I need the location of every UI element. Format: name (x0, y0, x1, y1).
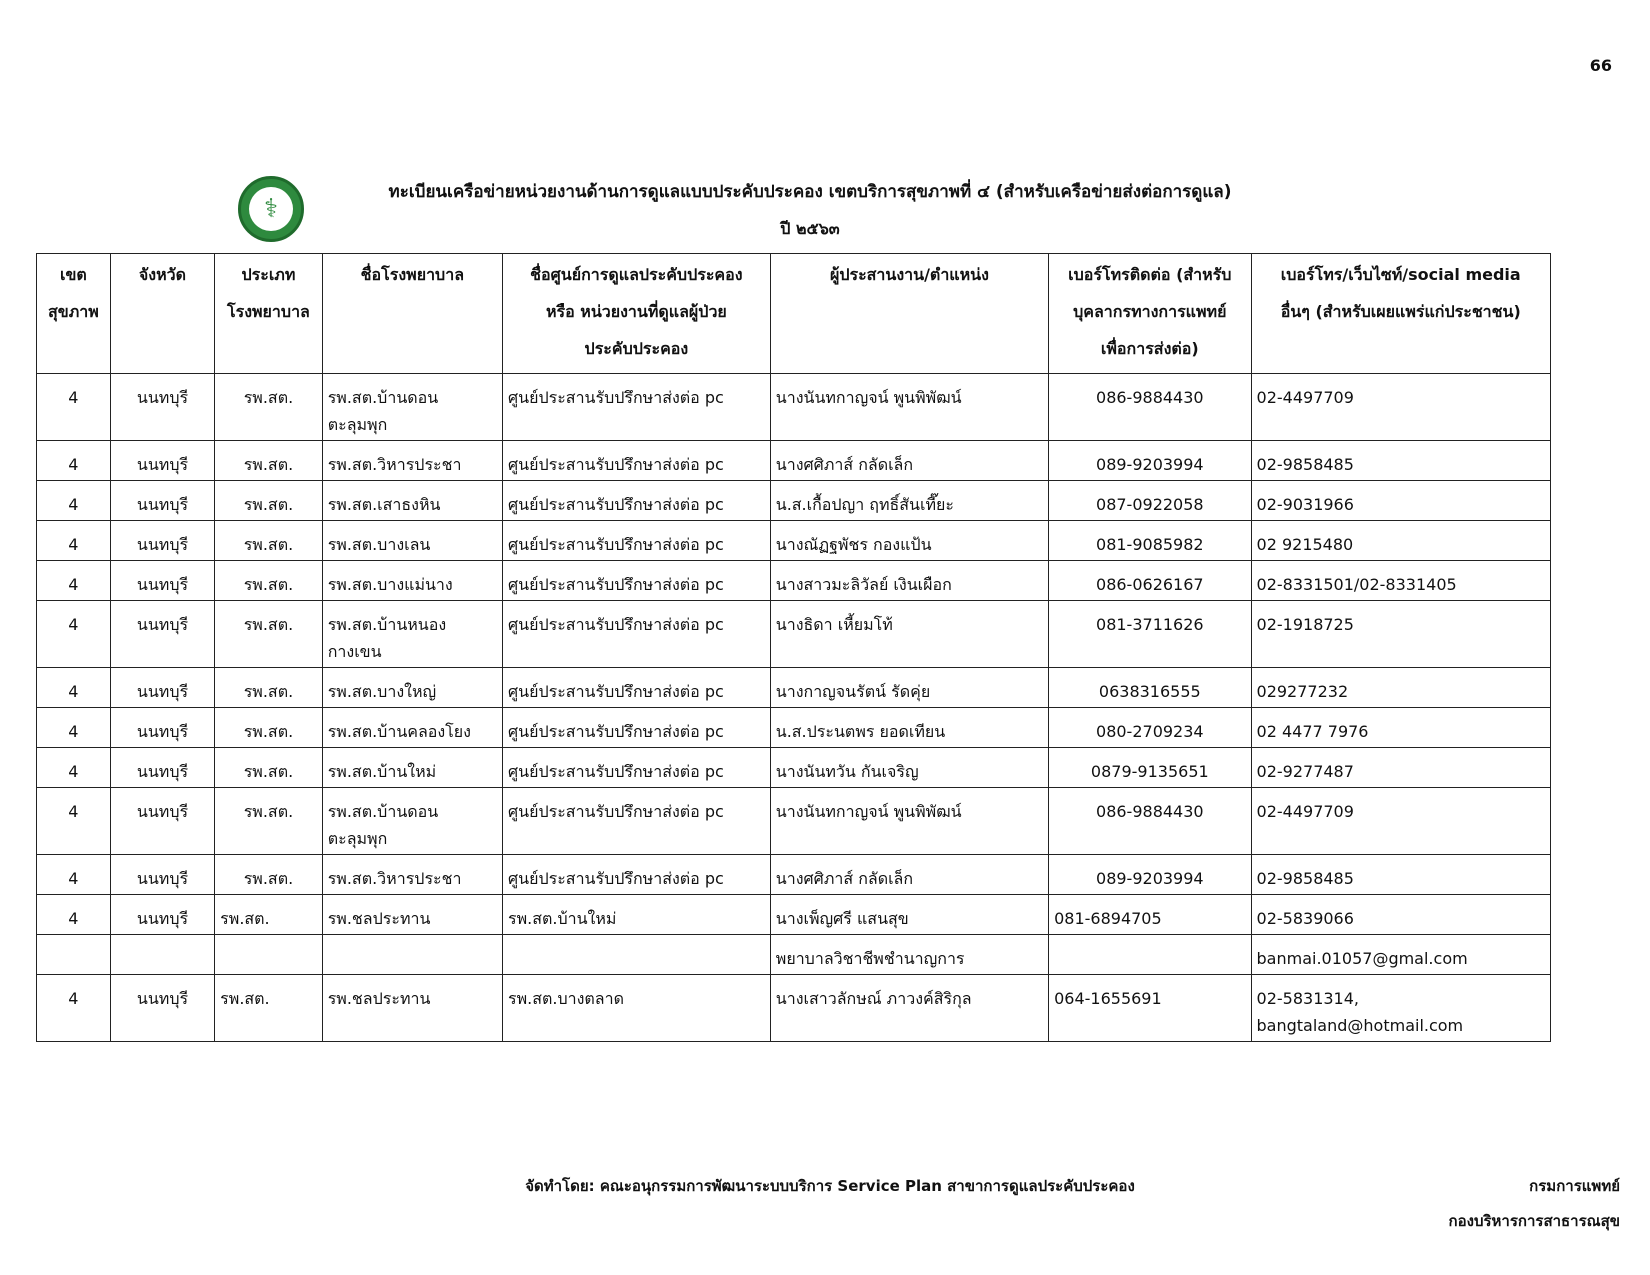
cell-medical-phone: 081-6894705 (1049, 895, 1251, 935)
cell-region: 4 (37, 855, 111, 895)
cell-hospital-type: รพ.สต. (215, 975, 323, 1042)
cell-center: รพ.สต.บ้านใหม่ (502, 895, 770, 935)
cell-medical-phone: 087-0922058 (1049, 481, 1251, 521)
division-footer: กองบริหารการสาธารณสุข (1448, 1212, 1620, 1230)
table-row (37, 895, 1551, 935)
cell-hospital-type: รพ.สต. (215, 895, 323, 935)
cell-province: นนทบุรี (110, 855, 214, 895)
cell-province: นนทบุรี (110, 895, 214, 935)
cell-hospital-type: รพ.สต. (215, 521, 323, 561)
cell-public-contact: 02-5831314, bangtaland@hotmail.com (1251, 975, 1550, 1042)
cell-public-contact: 02-4497709 (1251, 374, 1550, 441)
cell-region: 4 (37, 521, 111, 561)
ministry-seal-logo (238, 176, 304, 242)
cell-hospital-type: รพ.สต. (215, 708, 323, 748)
cell-medical-phone: 089-9203994 (1049, 855, 1251, 895)
cell-province: นนทบุรี (110, 975, 214, 1042)
cell-center: ศูนย์ประสานรับปรึกษาส่งต่อ pc (502, 788, 770, 855)
header-province: จังหวัด (110, 254, 214, 374)
cell-coordinator: นางณัฏฐพัชร กองแป้น (770, 521, 1048, 561)
cell-hospital-name (322, 935, 502, 975)
cell-coordinator: นางนันทกาญจน์ พูนพิพัฒน์ (770, 374, 1048, 441)
department-footer: กรมการแพทย์ (1529, 1177, 1620, 1195)
cell-province: นนทบุรี (110, 441, 214, 481)
cell-center: ศูนย์ประสานรับปรึกษาส่งต่อ pc (502, 855, 770, 895)
cell-hospital-name: รพ.สต.เสาธงหิน (322, 481, 502, 521)
cell-hospital-type: รพ.สต. (215, 374, 323, 441)
cell-province: นนทบุรี (110, 748, 214, 788)
cell-province: นนทบุรี (110, 481, 214, 521)
caduceus-icon: ⚕ (249, 187, 293, 231)
cell-center: ศูนย์ประสานรับปรึกษาส่งต่อ pc (502, 374, 770, 441)
cell-center: ศูนย์ประสานรับปรึกษาส่งต่อ pc (502, 668, 770, 708)
table-row (37, 601, 1551, 668)
cell-center: ศูนย์ประสานรับปรึกษาส่งต่อ pc (502, 561, 770, 601)
cell-medical-phone: 080-2709234 (1049, 708, 1251, 748)
page-number: 66 (1589, 56, 1612, 75)
cell-province: นนทบุรี (110, 668, 214, 708)
cell-coordinator: พยาบาลวิชาชีพชำนาญการ (770, 935, 1048, 975)
cell-hospital-name: รพ.สต.บ้านใหม่ (322, 748, 502, 788)
cell-public-contact: 02-5839066 (1251, 895, 1550, 935)
cell-hospital-name: รพ.สต.บ้านดอน ตะลุมพุก (322, 788, 502, 855)
cell-public-contact: 02-8331501/02-8331405 (1251, 561, 1550, 601)
cell-hospital-name: รพ.ชลประทาน (322, 895, 502, 935)
header-palliative-center: ชื่อศูนย์การดูแลประคับประคอง หรือ หน่วยงานที่ดูแลผู้ป่วย ประคับประคอง (502, 254, 770, 374)
cell-center: ศูนย์ประสานรับปรึกษาส่งต่อ pc (502, 481, 770, 521)
cell-medical-phone (1049, 935, 1251, 975)
cell-coordinator: นางนันทวัน กันเจริญ (770, 748, 1048, 788)
header-coordinator: ผู้ประสานงาน/ตำแหน่ง (770, 254, 1048, 374)
table-row (37, 561, 1551, 601)
table-row (37, 748, 1551, 788)
cell-coordinator: นางสาวมะลิวัลย์ เงินเผือก (770, 561, 1048, 601)
cell-region: 4 (37, 708, 111, 748)
network-registry-table (36, 253, 1551, 1042)
cell-public-contact: banmai.01057@gmal.com (1251, 935, 1550, 975)
cell-hospital-type: รพ.สต. (215, 601, 323, 668)
cell-hospital-name: รพ.ชลประทาน (322, 975, 502, 1042)
cell-hospital-name: รพ.สต.บางแม่นาง (322, 561, 502, 601)
cell-hospital-type: รพ.สต. (215, 668, 323, 708)
table-row (37, 975, 1551, 1042)
table-row (37, 788, 1551, 855)
document-year: ปี ๒๕๖๓ (780, 219, 840, 238)
cell-coordinator: น.ส.ประนตพร ยอดเทียน (770, 708, 1048, 748)
cell-hospital-name: รพ.สต.บ้านดอน ตะลุมพุก (322, 374, 502, 441)
header-hospital-type: ประเภท โรงพยาบาล (215, 254, 323, 374)
cell-coordinator: นางศศิภาส์ กลัดเล็ก (770, 855, 1048, 895)
cell-coordinator: น.ส.เกื้อปญา ฤทธิ์สันเที๊ยะ (770, 481, 1048, 521)
cell-public-contact: 02-9858485 (1251, 441, 1550, 481)
cell-hospital-type: รพ.สต. (215, 855, 323, 895)
cell-hospital-name: รพ.สต.บางเลน (322, 521, 502, 561)
cell-medical-phone: 081-3711626 (1049, 601, 1251, 668)
cell-center (502, 935, 770, 975)
cell-hospital-type: รพ.สต. (215, 748, 323, 788)
cell-coordinator: นางนันทกาญจน์ พูนพิพัฒน์ (770, 788, 1048, 855)
cell-region: 4 (37, 895, 111, 935)
cell-region: 4 (37, 481, 111, 521)
table-header-row (37, 254, 1551, 374)
header-public-contact: เบอร์โทร/เว็บไซท์/social media อื่นๆ (สำหรับเผยแพร่แก่ประชาชน) (1251, 254, 1550, 374)
cell-medical-phone: 0638316555 (1049, 668, 1251, 708)
cell-public-contact: 02-9858485 (1251, 855, 1550, 895)
cell-region: 4 (37, 561, 111, 601)
cell-hospital-name: รพ.สต.วิหารประชา (322, 855, 502, 895)
cell-public-contact: 02-9277487 (1251, 748, 1550, 788)
cell-region: 4 (37, 788, 111, 855)
cell-coordinator: นางเพ็ญศรี แสนสุข (770, 895, 1048, 935)
cell-public-contact: 02 4477 7976 (1251, 708, 1550, 748)
cell-public-contact: 02 9215480 (1251, 521, 1550, 561)
table-row (37, 481, 1551, 521)
cell-hospital-type: รพ.สต. (215, 788, 323, 855)
cell-hospital-type: รพ.สต. (215, 481, 323, 521)
cell-region: 4 (37, 975, 111, 1042)
cell-public-contact: 02-4497709 (1251, 788, 1550, 855)
cell-center: รพ.สต.บางตลาด (502, 975, 770, 1042)
cell-hospital-type: รพ.สต. (215, 561, 323, 601)
cell-medical-phone: 086-0626167 (1049, 561, 1251, 601)
cell-hospital-name: รพ.สต.บางใหญ่ (322, 668, 502, 708)
prepared-by-footer: จัดทำโดย: คณะอนุกรรมการพัฒนาระบบบริการ Service Plan สาขาการดูแลประคับประคอง (525, 1177, 1135, 1195)
cell-public-contact: 02-1918725 (1251, 601, 1550, 668)
document-title: ทะเบียนเครือข่ายหน่วยงานด้านการดูแลแบบประคับประคอง เขตบริการสุขภาพที่ ๔ (สำหรับเครือข่ายส่งต่อการดูแล) (388, 182, 1232, 202)
cell-medical-phone: 0879-9135651 (1049, 748, 1251, 788)
header-hospital-name: ชื่อโรงพยาบาล (322, 254, 502, 374)
cell-hospital-type (215, 935, 323, 975)
cell-medical-phone: 064-1655691 (1049, 975, 1251, 1042)
cell-center: ศูนย์ประสานรับปรึกษาส่งต่อ pc (502, 521, 770, 561)
cell-coordinator: นางศศิภาส์ กลัดเล็ก (770, 441, 1048, 481)
cell-public-contact: 029277232 (1251, 668, 1550, 708)
cell-region: 4 (37, 601, 111, 668)
table-row (37, 935, 1551, 975)
cell-coordinator: นางธิดา เหี้ยมโท้ (770, 601, 1048, 668)
cell-hospital-name: รพ.สต.บ้านหนอง กางเขน (322, 601, 502, 668)
cell-coordinator: นางกาญจนรัตน์ รัดคุ่ย (770, 668, 1048, 708)
table-row (37, 708, 1551, 748)
cell-province: นนทบุรี (110, 521, 214, 561)
cell-hospital-name: รพ.สต.วิหารประชา (322, 441, 502, 481)
table-row (37, 668, 1551, 708)
cell-coordinator: นางเสาวลักษณ์ ภาวงค์สิริกุล (770, 975, 1048, 1042)
cell-hospital-name: รพ.สต.บ้านคลองโยง (322, 708, 502, 748)
cell-province: นนทบุรี (110, 374, 214, 441)
header-health-region: เขต สุขภาพ (37, 254, 111, 374)
cell-medical-phone: 081-9085982 (1049, 521, 1251, 561)
cell-region (37, 935, 111, 975)
cell-province: นนทบุรี (110, 601, 214, 668)
cell-region: 4 (37, 748, 111, 788)
cell-center: ศูนย์ประสานรับปรึกษาส่งต่อ pc (502, 708, 770, 748)
cell-region: 4 (37, 374, 111, 441)
cell-hospital-type: รพ.สต. (215, 441, 323, 481)
cell-province: นนทบุรี (110, 788, 214, 855)
cell-province: นนทบุรี (110, 561, 214, 601)
table-row (37, 441, 1551, 481)
cell-public-contact: 02-9031966 (1251, 481, 1550, 521)
cell-center: ศูนย์ประสานรับปรึกษาส่งต่อ pc (502, 748, 770, 788)
cell-region: 4 (37, 668, 111, 708)
cell-medical-phone: 086-9884430 (1049, 374, 1251, 441)
cell-medical-phone: 086-9884430 (1049, 788, 1251, 855)
cell-province: นนทบุรี (110, 708, 214, 748)
cell-region: 4 (37, 441, 111, 481)
cell-medical-phone: 089-9203994 (1049, 441, 1251, 481)
cell-center: ศูนย์ประสานรับปรึกษาส่งต่อ pc (502, 601, 770, 668)
cell-center: ศูนย์ประสานรับปรึกษาส่งต่อ pc (502, 441, 770, 481)
table-row (37, 374, 1551, 441)
cell-province (110, 935, 214, 975)
header-medical-phone: เบอร์โทรติดต่อ (สำหรับ บุคลากรทางการแพทย์ เพื่อการส่งต่อ) (1049, 254, 1251, 374)
table-row (37, 521, 1551, 561)
table-row (37, 855, 1551, 895)
